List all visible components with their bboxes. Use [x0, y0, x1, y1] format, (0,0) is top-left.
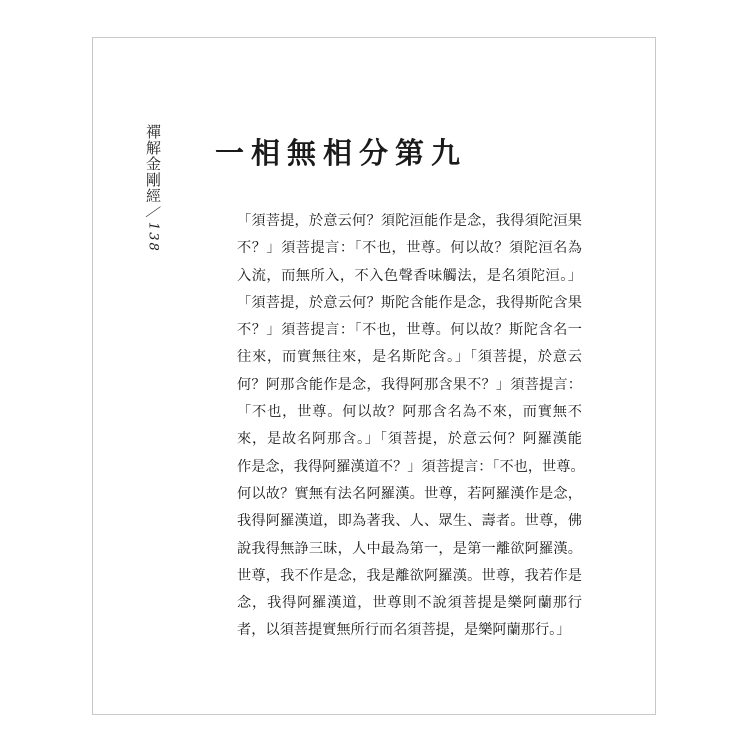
text-line: 不？」須菩提言：「不也，世尊。何以故？斯陀含名一 — [237, 322, 582, 339]
text-line: 念，我得阿羅漢道，世尊則不說須菩提是樂阿蘭那行 — [237, 595, 582, 612]
text-line: 何？阿那含能作是念，我得阿那含果不？」須菩提言： — [237, 376, 582, 393]
page-number: 138 — [145, 222, 161, 253]
text-line: 我得阿羅漢道，即為著我、人、眾生、壽者。世尊，佛 — [237, 513, 582, 530]
book-title: 禪解金剛經 — [144, 124, 162, 204]
text-line: 來，是故名阿那含。」「須菩提，於意云何？阿羅漢能 — [237, 431, 582, 448]
text-line: 「須菩提，於意云何？須陀洹能作是念，我得須陀洹果 — [237, 213, 582, 229]
running-head — [143, 124, 163, 253]
text-line: 者，以須菩提實無所行而名須菩提，是樂阿蘭那行。」 — [237, 622, 571, 639]
text-line: 不？」須菩提言：「不也，世尊。何以故？須陀洹名為 — [237, 240, 582, 257]
text-line: 何以故？實無有法名阿羅漢。世尊，若阿羅漢作是念， — [237, 485, 582, 502]
text-line: 入流，而無所入，不入色聲香味觸法，是名須陀洹。」 — [237, 267, 582, 284]
chapter-title: 一相無相分第九 — [215, 136, 468, 170]
running-head-separator: ／ — [144, 203, 162, 223]
text-line: 「須菩提，於意云何？斯陀含能作是念，我得斯陀含果 — [237, 294, 582, 311]
book-page — [92, 37, 656, 715]
text-line: 作是念，我得阿羅漢道不？」須菩提言：「不也，世尊。 — [237, 458, 585, 475]
text-line: 「不也，世尊。何以故？阿那含名為不來，而實無不 — [237, 404, 582, 421]
text-line: 世尊，我不作是念，我是離欲阿羅漢。世尊，我若作是 — [237, 567, 582, 584]
text-line: 往來，而實無往來，是名斯陀含。」「須菩提，於意云 — [237, 349, 582, 366]
body-text — [237, 208, 585, 645]
text-line: 說我得無諍三昧，人中最為第一，是第一離欲阿羅漢。 — [237, 540, 582, 557]
